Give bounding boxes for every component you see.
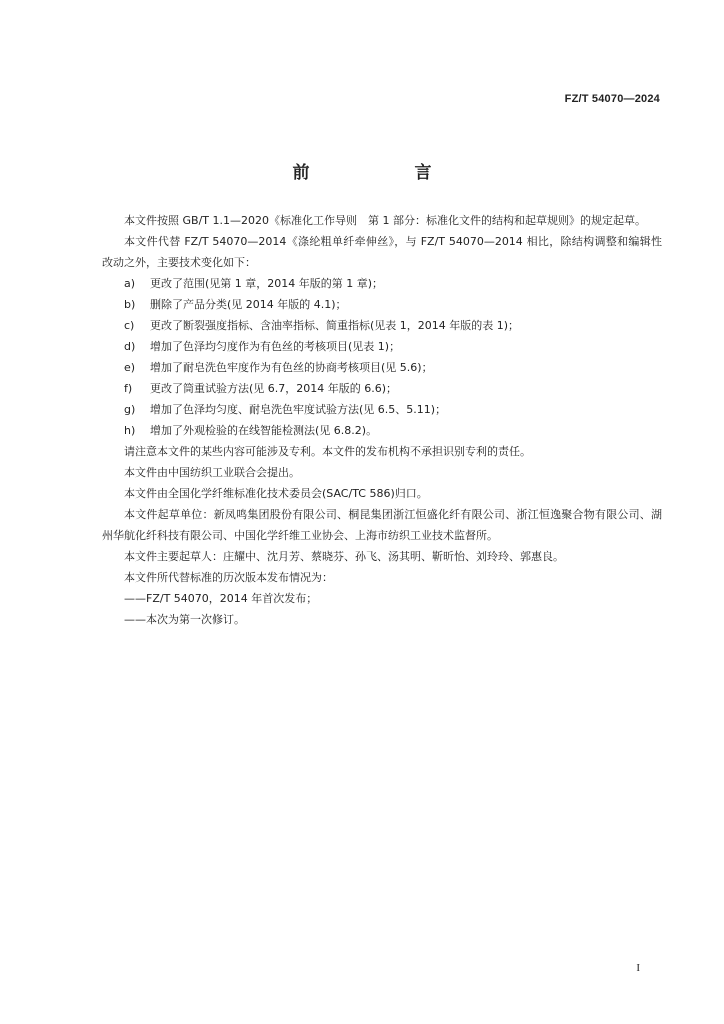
document-body (102, 210, 662, 630)
paragraph-drafting-units: 本文件起草单位：新凤鸣集团股份有限公司、桐昆集团浙江恒盛化纤有限公司、浙江恒逸聚合物有限公司、湖州华航化纤科技有限公司、中国化学纤维工业协会、上海市纺织工业技术监督所。 (102, 508, 662, 542)
list-marker: g) (124, 403, 136, 416)
list-item-text: 更改了断裂强度指标、含油率指标、简重指标(见表 1，2014 年版的表 1)； (150, 319, 520, 332)
history-list (102, 588, 662, 630)
list-item (102, 378, 662, 399)
list-item (102, 336, 662, 357)
list-item-text: 删除了产品分类(见 2014 年版的 4.1)； (150, 298, 347, 311)
list-marker: f) (124, 382, 133, 395)
standard-code-header: FZ/T 54070—2024 (564, 93, 660, 105)
history-item: ——本次为第一次修订。 (124, 613, 245, 626)
list-marker: e) (124, 361, 136, 374)
paragraph-replacement: 本文件代替 FZ/T 54070—2014《涤纶粗单纤牵伸丝》，与 FZ/T 54070—2014 相比，除结构调整和编辑性改动之外，主要技术变化如下： (102, 235, 662, 269)
paragraph-drafting-rules: 本文件按照 GB/T 1.1—2020《标准化工作导则 第 1 部分：标准化文件的结构和起草规则》的规定起草。 (124, 214, 646, 227)
list-item (102, 420, 662, 441)
paragraph-drafters: 本文件主要起草人：庄耀中、沈月芳、蔡晓芬、孙飞、汤其明、靳昕怡、刘玲玲、郭惠良。 (124, 550, 564, 563)
list-marker: h) (124, 424, 136, 437)
page-title: 前 言 (292, 163, 476, 183)
list-item-text: 增加了色泽均匀度作为有色丝的考核项目(见表 1)； (150, 340, 401, 353)
list-item (102, 315, 662, 336)
paragraph-committee: 本文件由全国化学纤维标准化技术委员会(SAC/TC 586)归口。 (124, 487, 428, 500)
list-item (102, 357, 662, 378)
list-item-text: 更改了范围(见第 1 章，2014 年版的第 1 章)； (150, 277, 384, 290)
list-item-text: 增加了色泽均匀度、耐皂洗色牢度试验方法(见 6.5、5.11)； (150, 403, 447, 416)
list-marker: d) (124, 340, 136, 353)
list-item-text: 增加了外观检验的在线智能检测法(见 6.8.2)。 (150, 424, 378, 437)
page-number: I (636, 962, 640, 974)
list-item-text: 更改了筒重试验方法(见 6.7，2014 年版的 6.6)； (150, 382, 398, 395)
paragraph-history-intro: 本文件所代替标准的历次版本发布情况为： (124, 571, 333, 584)
list-marker: c) (124, 319, 135, 332)
list-item (102, 399, 662, 420)
paragraph-proposer: 本文件由中国纺织工业联合会提出。 (124, 466, 300, 479)
list-item (102, 294, 662, 315)
list-marker: b) (124, 298, 136, 311)
list-item (102, 273, 662, 294)
changes-list (102, 273, 662, 441)
history-item: ——FZ/T 54070，2014 年首次发布； (124, 592, 318, 605)
paragraph-patent-notice: 请注意本文件的某些内容可能涉及专利。本文件的发布机构不承担识别专利的责任。 (124, 445, 531, 458)
list-item-text: 增加了耐皂洗色牢度作为有色丝的协商考核项目(见 5.6)； (150, 361, 433, 374)
list-marker: a) (124, 277, 136, 290)
